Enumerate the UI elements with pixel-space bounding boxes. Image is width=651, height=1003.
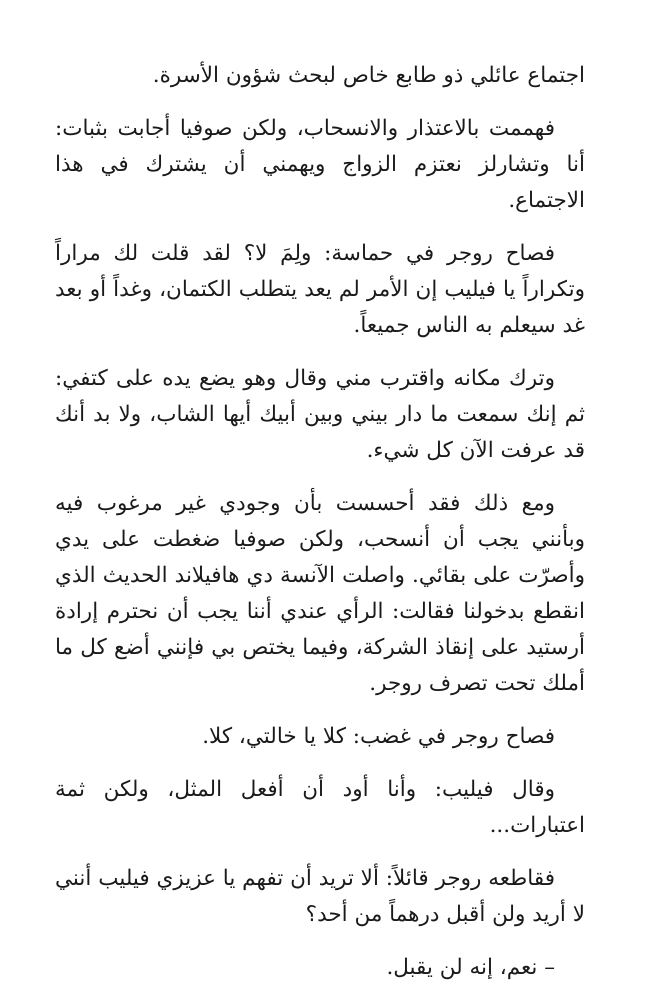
paragraph-8: فقاطعه روجر قائلاً: ألا تريد أن تفهم يا عزيزي فيليب أنني لا أريد ولن أقبل درهماً من أحد؟ [55, 866, 585, 927]
paragraph-1: اجتماع عائلي ذو طابع خاص لبحث شؤون الأسرة. [152, 63, 585, 88]
paragraph-4: وترك مكانه واقترب مني وقال وهو يضع يده على كتفي: ثم إنك سمعت ما دار بيني وبين أبيك أيها الشاب، ولا بد أنك قد عرفت الآن كل شيء. [55, 366, 585, 463]
paragraph-5: ومع ذلك فقد أحسست بأن وجودي غير مرغوب فيه وبأنني يجب أن أنسحب، ولكن صوفيا ضغطت على يدي وأصرّت على بقائي. واصلت الآنسة دي هافيلاند الحديث الذي انقطع بدخولنا فقالت: الرأي عندي أننا يجب أن نحترم إرادة أرستيد على إنقاذ الشركة، وفيما يختص بي فإنني أضع كل ما أملك تحت تصرف روجر. [55, 491, 585, 696]
paragraph-3: فصاح روجر في حماسة: ولِمَ لا؟ لقد قلت لك مراراً وتكراراً يا فيليب إن الأمر لم يعد يتطلب الكتمان، وغداً أو بعد غد سيعلم به الناس جميعاً. [55, 241, 585, 338]
book-page [55, 58, 585, 1003]
paragraph-2: فهممت بالاعتذار والانسحاب، ولكن صوفيا أجابت بثبات: أنا وتشارلز نعتزم الزواج ويهمني أن يشترك في هذا الاجتماع. [55, 116, 585, 213]
paragraph-7: وقال فيليب: وأنا أود أن أفعل المثل، ولكن ثمة اعتبارات... [55, 777, 585, 838]
paragraph-6: فصاح روجر في غضب: كلا يا خالتي، كلا. [202, 724, 555, 749]
paragraph-9: – نعم، إنه لن يقبل. [386, 955, 555, 980]
